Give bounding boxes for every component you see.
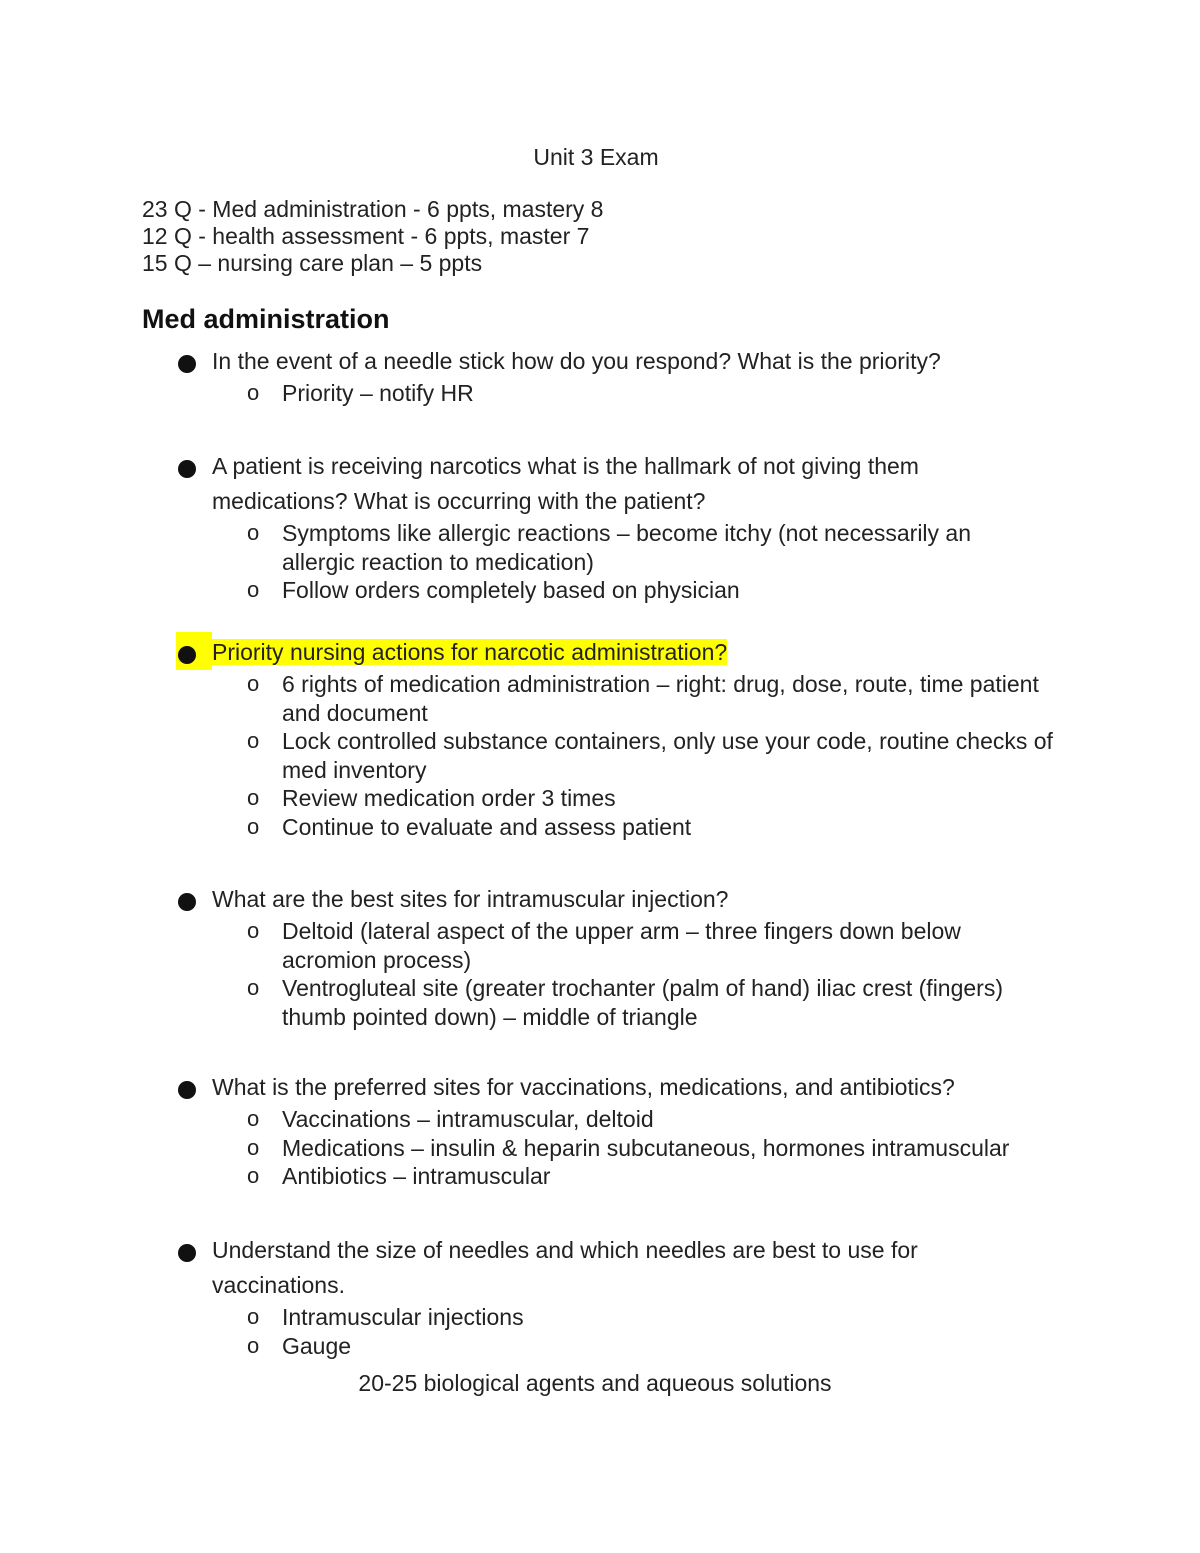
answer-item: o Antibiotics – intramuscular (247, 1163, 551, 1189)
answer-list (0, 379, 1200, 408)
circle-marker-icon: o (247, 1332, 260, 1358)
question-block (0, 1070, 1200, 1191)
answer-item: o Intramuscular injections (247, 1304, 524, 1330)
answer-item: o Deltoid (lateral aspect of the upper arm – three fingers down below acromion process) (247, 918, 961, 973)
question-block (0, 449, 1200, 605)
bullet-icon (178, 1244, 196, 1262)
footer-note: 20-25 biological agents and aqueous solutions (358, 1370, 832, 1396)
question-text: A patient is receiving narcotics what is the hallmark of not giving them medications? What is occurring with the patient? (212, 453, 919, 514)
question (0, 1070, 1200, 1105)
circle-marker-icon: o (247, 918, 260, 943)
question (0, 635, 1200, 670)
question-text: Priority nursing actions for narcotic administration? (212, 639, 728, 665)
question (0, 344, 1200, 379)
question-block (0, 882, 1200, 1031)
question-text: In the event of a needle stick how do you respond? What is the priority? (212, 348, 941, 374)
answer-list (0, 1303, 1200, 1360)
summary-line: 23 Q - Med administration - 6 ppts, mastery 8 (142, 196, 604, 222)
question (0, 882, 1200, 917)
question (0, 449, 1200, 519)
circle-marker-icon: o (247, 520, 260, 545)
page-title: Unit 3 Exam (533, 144, 659, 170)
exam-summary (142, 196, 603, 277)
circle-marker-icon: o (247, 975, 260, 1000)
answer-item: o Lock controlled substance containers, only use your code, routine checks of med inventory (247, 728, 1053, 783)
circle-marker-icon: o (247, 1134, 260, 1160)
question-text: What are the best sites for intramuscular injection? (212, 886, 729, 912)
summary-line: 12 Q - health assessment - 6 ppts, master 7 (142, 223, 590, 249)
answer-list (0, 670, 1200, 841)
circle-marker-icon: o (247, 577, 260, 602)
answer-item: o Follow orders completely based on physician (247, 577, 740, 603)
answer-item: o Medications – insulin & heparin subcutaneous, hormones intramuscular (247, 1134, 1010, 1161)
answer-item: o Priority – notify HR (247, 380, 474, 406)
answer-list (0, 917, 1200, 1031)
answer-list (0, 519, 1200, 605)
circle-marker-icon: o (247, 785, 260, 810)
answer-item: o Symptoms like allergic reactions – become itchy (not necessarily an allergic reaction to medication) (247, 520, 972, 575)
question-text: What is the preferred sites for vaccinations, medications, and antibiotics? (212, 1074, 955, 1100)
circle-marker-icon: o (247, 380, 260, 405)
circle-marker-icon: o (247, 1304, 260, 1329)
question-block (0, 1233, 1200, 1360)
bullet-icon (178, 355, 196, 373)
circle-marker-icon: o (247, 671, 260, 696)
circle-marker-icon: o (247, 1163, 260, 1188)
section-heading: Med administration (142, 304, 390, 334)
question (0, 1233, 1200, 1303)
circle-marker-icon: o (247, 813, 260, 839)
bullet-icon (178, 460, 196, 478)
answer-item: o Ventrogluteal site (greater trochanter (palm of hand) iliac crest (fingers) thumb pointed down) – middle of triangle (247, 975, 1003, 1030)
circle-marker-icon: o (247, 728, 260, 753)
question-block (0, 635, 1200, 841)
question-block (0, 344, 1200, 408)
answer-item: o Gauge (247, 1332, 352, 1359)
answer-item: o Review medication order 3 times (247, 785, 616, 811)
circle-marker-icon: o (247, 1106, 260, 1131)
bullet-icon (178, 646, 196, 664)
answer-list (0, 1105, 1200, 1191)
bullet-icon (178, 893, 196, 911)
summary-line: 15 Q – nursing care plan – 5 ppts (142, 250, 483, 276)
answer-item: o Vaccinations – intramuscular, deltoid (247, 1106, 654, 1132)
bullet-icon (178, 1081, 196, 1099)
answer-item: o Continue to evaluate and assess patient (247, 813, 692, 840)
question-text: Understand the size of needles and which needles are best to use for vaccinations. (212, 1237, 918, 1298)
answer-item: o 6 rights of medication administration – right: drug, dose, route, time patient and document (247, 671, 1039, 726)
